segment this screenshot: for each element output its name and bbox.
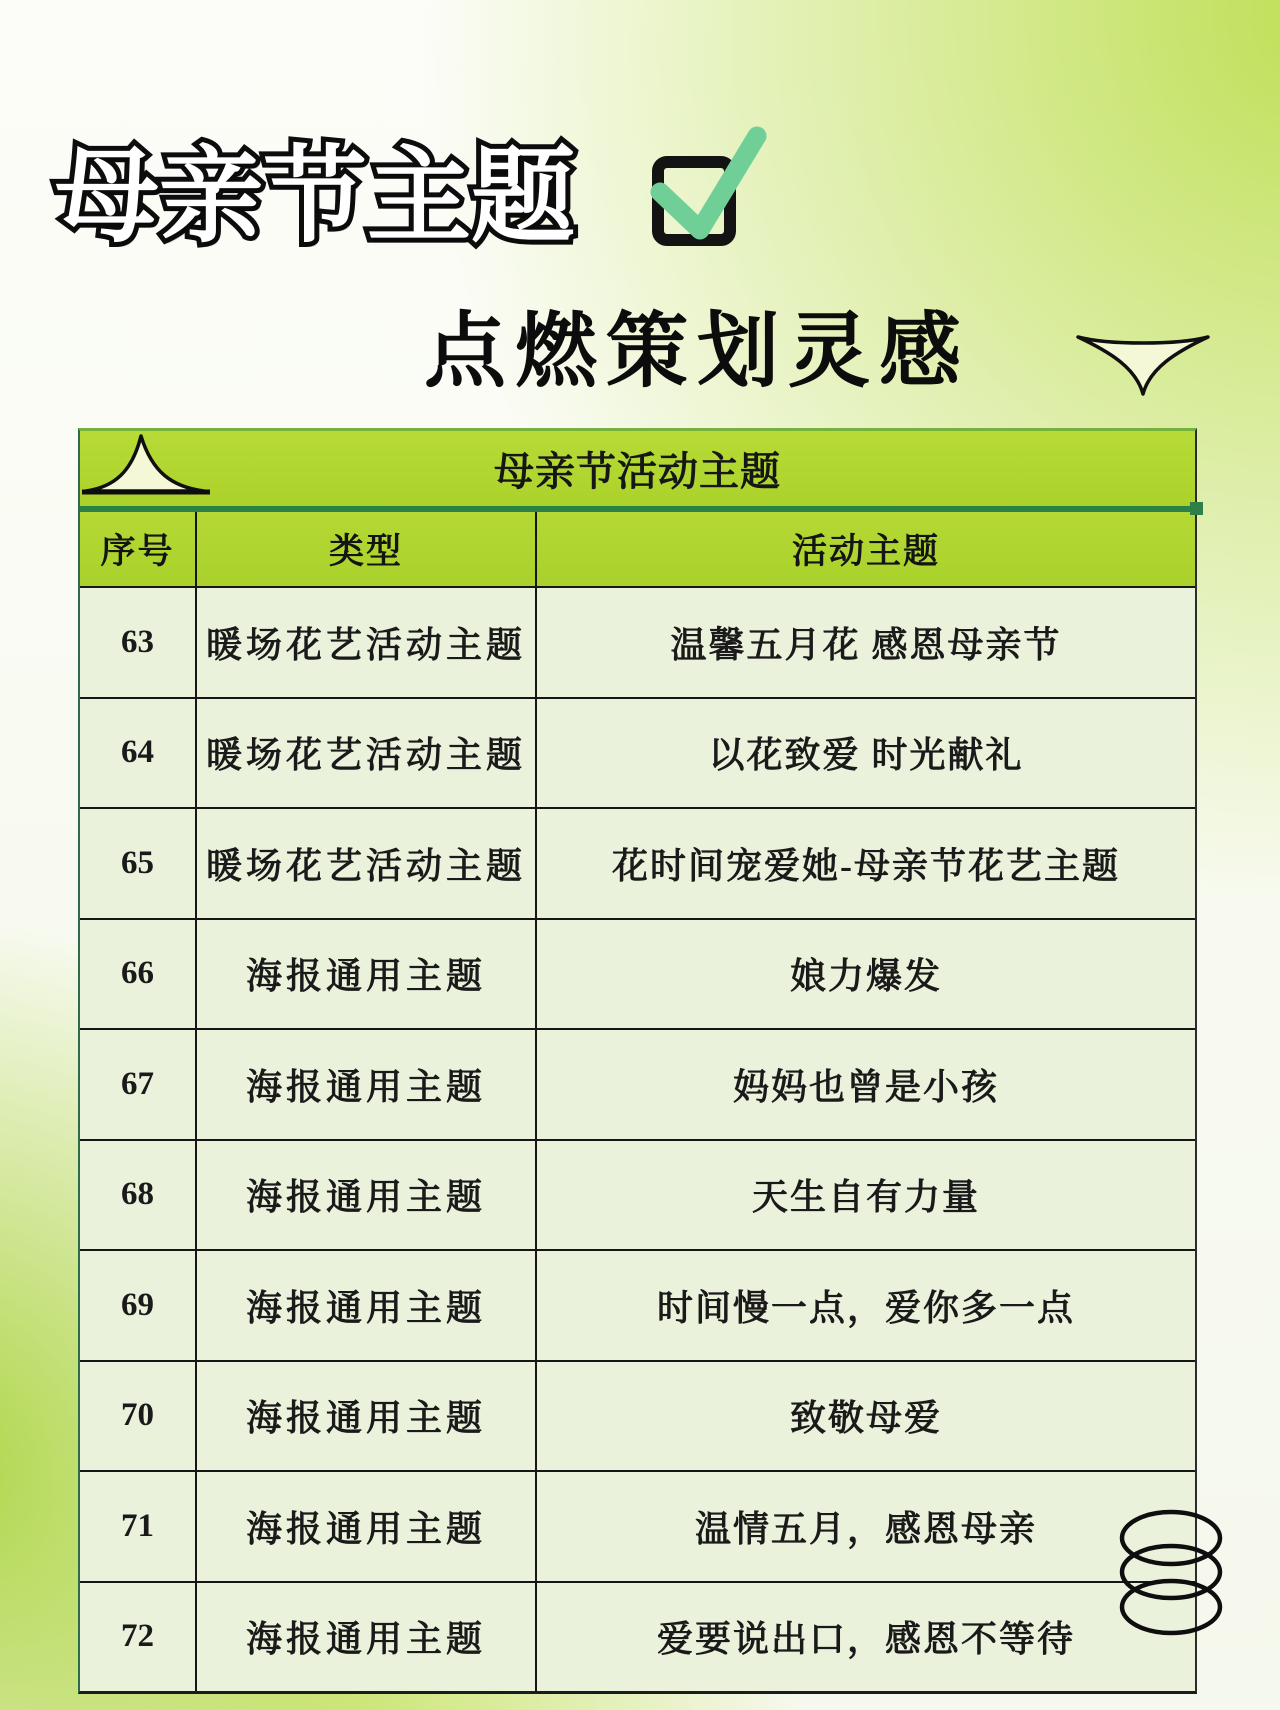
row-theme: 时间慢一点，爱你多一点 [535, 1251, 1195, 1360]
coil-ring [1122, 1512, 1220, 1564]
row-type: 海报通用主题 [195, 1141, 535, 1250]
table-separator [80, 506, 1195, 512]
spring-coil-icon [1116, 1506, 1228, 1644]
row-number: 63 [121, 623, 154, 660]
page-subtitle: 点燃策划灵感 [424, 306, 971, 397]
table-row [80, 920, 1195, 1031]
theme-table [78, 428, 1197, 1694]
row-theme: 妈妈也曾是小孩 [535, 1030, 1195, 1139]
table-row [80, 699, 1195, 810]
row-theme: 花时间宠爱她-母亲节花艺主题 [535, 809, 1195, 918]
row-theme: 爱要说出口，感恩不等待 [535, 1583, 1195, 1692]
table-row [80, 1030, 1195, 1141]
col-header-type: 类型 [195, 512, 535, 586]
row-type: 海报通用主题 [195, 1030, 535, 1139]
table-row [80, 1141, 1195, 1252]
row-number: 71 [121, 1507, 154, 1544]
row-number: 67 [121, 1065, 154, 1102]
spike-shape [86, 436, 204, 491]
row-type: 海报通用主题 [195, 920, 535, 1029]
row-type: 海报通用主题 [195, 1251, 535, 1360]
table-row [80, 1251, 1195, 1362]
row-type: 暖场花艺活动主题 [195, 588, 535, 697]
col-header-no: 序号 [100, 532, 175, 571]
row-type: 海报通用主题 [195, 1472, 535, 1581]
page-title: 母亲节主题 [55, 139, 576, 255]
row-type: 暖场花艺活动主题 [195, 809, 535, 918]
table-row [80, 1472, 1195, 1583]
col-header-theme: 活动主题 [535, 512, 1195, 586]
row-type: 海报通用主题 [195, 1362, 535, 1471]
checked-checkbox-icon [626, 110, 796, 250]
table-row [80, 809, 1195, 920]
row-number: 72 [121, 1618, 154, 1655]
curved-arrow-down-icon [1074, 330, 1212, 400]
row-number: 65 [121, 844, 154, 881]
row-type: 暖场花艺活动主题 [195, 699, 535, 808]
table-caption: 母亲节活动主题 [80, 431, 1195, 506]
row-number: 69 [121, 1286, 154, 1323]
row-theme: 娘力爆发 [535, 920, 1195, 1029]
row-number: 66 [121, 955, 154, 992]
row-number: 70 [121, 1397, 154, 1434]
row-theme: 天生自有力量 [535, 1141, 1195, 1250]
row-theme: 温馨五月花 感恩母亲节 [535, 588, 1195, 697]
curved-spike-icon [80, 430, 214, 498]
row-number: 64 [121, 734, 154, 771]
table-header-row [80, 512, 1195, 588]
coil-ring [1122, 1581, 1220, 1633]
selection-handle [1190, 502, 1203, 515]
arrow-shape [1078, 337, 1208, 394]
row-theme: 温情五月，感恩母亲 [535, 1472, 1195, 1581]
table-row [80, 1362, 1195, 1473]
table-row [80, 1583, 1195, 1692]
row-number: 68 [121, 1176, 154, 1213]
table-row [80, 588, 1195, 699]
checkmark-icon [660, 136, 757, 230]
row-theme: 以花致爱 时光献礼 [535, 699, 1195, 808]
row-type: 海报通用主题 [195, 1583, 535, 1692]
row-theme: 致敬母爱 [535, 1362, 1195, 1471]
table-body [80, 588, 1195, 1691]
